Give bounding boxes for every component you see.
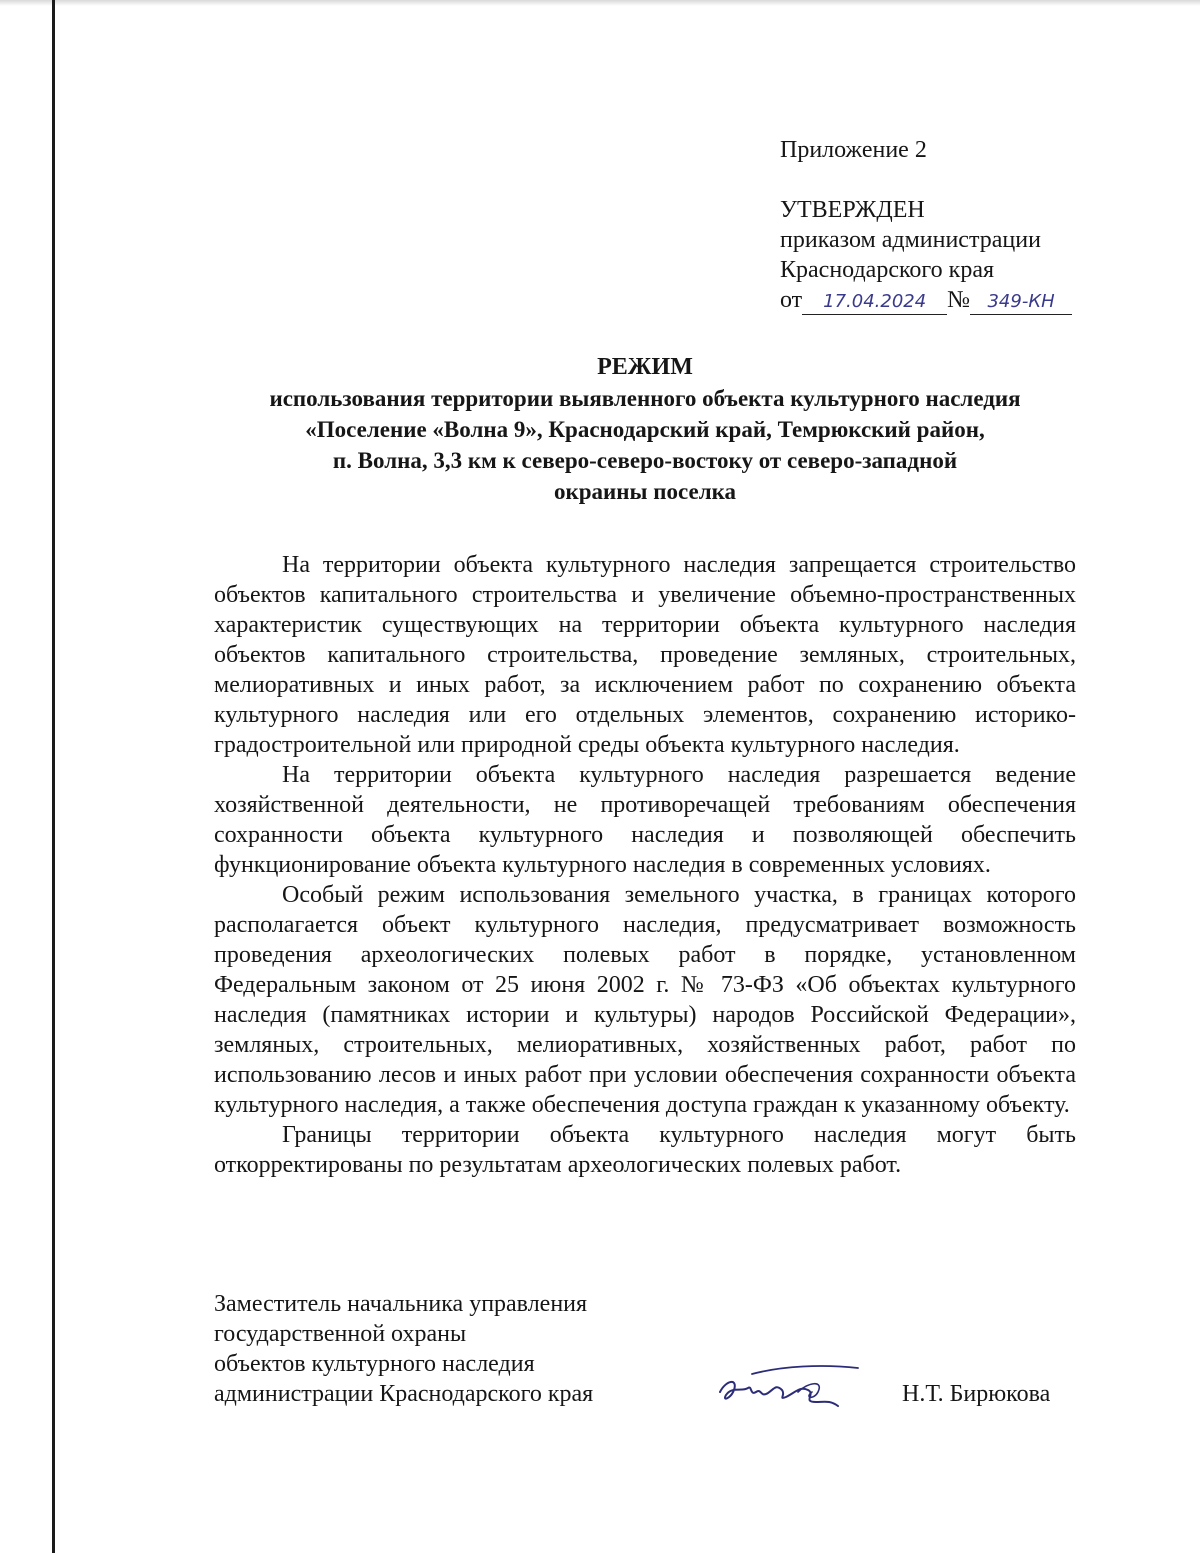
position-line-1: Заместитель начальника управления xyxy=(214,1291,588,1317)
approval-stamp-block xyxy=(780,135,1072,315)
signer-name: Н.Т. Бирюкова xyxy=(902,1381,1051,1407)
paragraph-special-regime: Особый режим использования земельного участка, в границах которого располагается объект культурного наследия, предусматривает возможность проведения археологических полевых работ в порядке, установленном Федеральным законом от 25 июня 2002 г. № 73-ФЗ «Об объектах культурного наследия (памятниках истории и культуры) народов Российской Федерации», земляных, строительных, мелиоративных, хозяйственных работ, работ по использованию лесов и иных работ при условии обеспечения сохранности объекта культурного наследия, а также обеспечения доступа граждан к указанному объекту. xyxy=(214,882,1076,1118)
from-label: от xyxy=(780,287,803,313)
handwritten-signature xyxy=(712,1362,862,1417)
number-label: № xyxy=(947,287,971,313)
position-line-4: администрации Краснодарского края xyxy=(214,1381,594,1407)
title-line-1: использования территории выявленного объекта культурного наследия xyxy=(269,386,1021,411)
paragraph-permitted-activity: На территории объекта культурного наследия разрешается ведение хозяйственной деятельности, не противоречащей требованиям обеспечения сохранности объекта культурного наследия и позволяющей обеспечить функционирование объекта культурного наследия в современных условиях. xyxy=(214,762,1076,878)
title-heading: РЕЖИМ xyxy=(597,354,693,380)
approved-by-line1: приказом администрации xyxy=(780,227,1041,253)
order-date-number-line xyxy=(780,285,1072,315)
approved-label: УТВЕРЖДЕН xyxy=(780,197,925,223)
document-title xyxy=(150,352,1140,507)
title-line-4: окраины поселка xyxy=(553,479,736,504)
position-line-3: объектов культурного наследия xyxy=(214,1351,535,1377)
order-number-handwritten: 349-КН xyxy=(970,290,1072,315)
paragraph-prohibitions: На территории объекта культурного наследия запрещается строительство объектов капитального строительства и увеличение объемно-пространственных характеристик существующих на территории объекта культурного наследия объектов капитального строительства, проведение земляных, строительных, мелиоративных и иных работ, за исключением работ по сохранению объекта культурного наследия или его отдельных элементов, сохранению историко-градостроительной или природной среды объекта культурного наследия. xyxy=(214,552,1076,758)
signatory-position xyxy=(214,1289,593,1409)
order-date-handwritten: 17.04.2024 xyxy=(802,290,947,315)
annex-label: Приложение 2 xyxy=(780,137,927,163)
title-line-3: п. Волна, 3,3 км к северо-северо-востоку от северо-западной xyxy=(332,448,958,473)
scan-border-left xyxy=(52,0,55,1553)
paragraph-boundaries: Границы территории объекта культурного наследия могут быть откорректированы по результатам археологических полевых работ. xyxy=(214,1122,1076,1178)
document-body xyxy=(214,550,1076,1180)
title-line-2: «Поселение «Волна 9», Краснодарский край, Темрюкский район, xyxy=(305,417,985,442)
position-line-2: государственной охраны xyxy=(214,1321,467,1347)
approved-by-line2: Краснодарского края xyxy=(780,257,995,283)
scan-shadow-top xyxy=(0,0,1200,6)
